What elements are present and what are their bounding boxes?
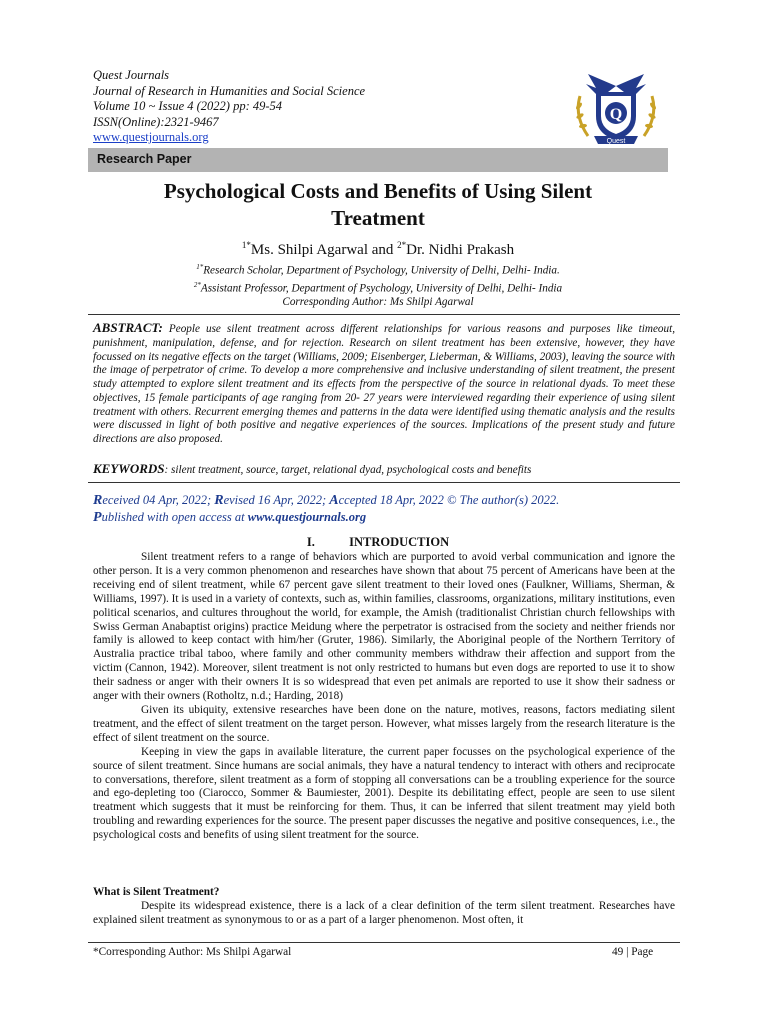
- journal-header: [93, 68, 365, 146]
- author2-sup: 2*: [397, 240, 407, 250]
- authors-line: [88, 240, 668, 259]
- section-title: INTRODUCTION: [349, 535, 450, 549]
- keywords: [93, 461, 675, 477]
- paragraph: Silent treatment refers to a range of behaviors which are purported to avoid verbal communication and ignore the other person. It is a very common phenomenon and researches have shown that about 75 percent of Americans have been at the receiving end of silent treatment, while 67 percent gave silent treatment to their loved ones (Faulkner, Williams, Sherman, & Williams, 1997). It is used in a variety of contexts, such as, within families, classrooms, organizations, military institutions, even political scenarios, and cultures throughout the world, for example, the Amish (traditionalist Christian church fellowships with Swiss German Anabaptist origins) practice Meidung where the perpetrator is ostracised from the society and neither friends nor family is allowed to keep contact with him/her (Gruter, 1986). Similarly, the Aboriginal people of the Northern Territory of Australia practice tribal taboo, where family and other community members withdraw their affection and support from the victim (Cannon, 1942). Moreover, silent treatment is not only restricted to humans but even dogs are reported to use it to show their sadness or anger with their owners It is so widespread that even pet animals are reported to use it show their sadness or anger with their owners (Rotholtz, n.d.; Harding, 2018): [93, 551, 675, 703]
- author1: Ms. Shilpi Agarwal and: [250, 242, 398, 258]
- research-paper-band: [88, 148, 668, 172]
- subsection-title: What is Silent Treatment?: [93, 886, 220, 898]
- band-label: Research Paper: [97, 152, 192, 166]
- received-info: [93, 492, 675, 526]
- keywords-label: KEYWORDS: [93, 461, 165, 476]
- author2: Dr. Nidhi Prakash: [406, 242, 515, 258]
- received-line: Received 04 Apr, 2022; Revised 16 Apr, 2022; Accepted 18 Apr, 2022 © The author(s) 2022.: [93, 493, 560, 508]
- section-number: I.: [306, 535, 315, 549]
- abstract: [93, 321, 675, 447]
- paragraph: Keeping in view the gaps in available literature, the current paper focusses on the psychological experience of the source of silent treatment. Since humans are social animals, they have a natural tendency to interact with others and reciprocate to conversations, therefore, silent treatment as a form of stopping all conversations can be a troubling experience for the source and ego-depleting too (Ciarocco, Sommer & Baumiester, 2001). Despite its debilitating effect, people are seen to use silent treatment which suggests that it must be reinforcing for them. Thus, it can be inferred that silent treatment may yield both troubling and rewarding experiences for the source. The present paper discusses the negative and positive consequences, i.e., the psychological costs and benefits of using silent treatment for the source.: [93, 745, 675, 842]
- journal-name: Quest Journals: [93, 68, 170, 82]
- affiliations: [88, 260, 668, 309]
- affiliation-1: $^{1*}$Research Scholar, Department of Psychology, University of Delhi, Delhi- India.: [196, 263, 560, 277]
- abstract-label: ABSTRACT:: [93, 320, 163, 335]
- journal-issn: ISSN(Online):2321-9467: [93, 114, 219, 129]
- footer-page-number: 49 | Page: [612, 946, 654, 958]
- paragraph: Despite its widespread existence, there is a lack of a clear definition of the term silent treatment. Researches have explained silent treatment as synonymous to or as a part of a larger phenomenon. Most often, it: [93, 900, 675, 926]
- abstract-bottom-rule: [88, 482, 680, 483]
- abstract-top-rule: [88, 314, 680, 315]
- journal-url-link[interactable]: www.questjournals.org: [93, 130, 209, 145]
- author1-sup: 1*: [241, 240, 251, 250]
- journal-volume: Volume 10 ~ Issue 4 (2022) pp: 49-54: [93, 99, 283, 114]
- svg-text:Q: Q: [609, 106, 623, 123]
- published-line: Published with open access at www.questjournals.org: [93, 510, 367, 525]
- subsection-body: [93, 900, 675, 928]
- quest-logo: [566, 66, 666, 148]
- paper-title: [88, 178, 668, 232]
- keywords-text: : silent treatment, source, target, relational dyad, psychological costs and benefits: [164, 464, 532, 476]
- paragraph: Given its ubiquity, extensive researches have been done on the nature, motives, reasons, factors mediating silent treatment, and the effect of silent treatment on the target person. However, what misses largely from the research literature is the effect of silent treatment on the source.: [93, 703, 675, 744]
- corresponding-author: Corresponding Author: Ms Shilpi Agarwal: [282, 296, 474, 309]
- published-url-link[interactable]: www.questjournals.org: [247, 510, 367, 524]
- abstract-text: People use silent treatment across different relationships for various reasons and purposes like timeout, punishment, manipulation, defense, and for rejection. Research on silent treatment has been extensive, however, they have focussed on its negative effects on the target (Williams, 2009; Eisenberger, Lieberman, & Williams, 2003), leaving the source with the image of perpetrator of crime. To develop a more comprehensive and inclusive understanding of silent treatment, the present study attempted to explore silent treatment and its effects from the perspective of the source in relational dyads. To meet these objectives, 15 female participants of age ranging from 20- 27 years were interviewed regarding their experience of using silent treatment with others. Recurrent emerging themes and patterns in the data were identified using thematic analysis and the results were discussed in light of both positive and negative experiences of the sources. Implications of the present study and future directions are also proposed.: [93, 323, 676, 445]
- journal-full-name: Journal of Research in Humanities and Social Science: [93, 83, 366, 98]
- section-heading: [88, 535, 668, 550]
- svg-text:Quest: Quest: [606, 138, 626, 145]
- introduction-body: [93, 551, 675, 843]
- affiliation-2: $^{2*}$Assistant Professor, Department of Psychology, University of Delhi, Delhi- India: [193, 280, 563, 295]
- footer-corresponding-author: *Corresponding Author: Ms Shilpi Agarwal: [93, 946, 292, 958]
- title-line-2: Treatment: [331, 206, 425, 230]
- footer-rule: [88, 942, 680, 943]
- title-line-1: Psychological Costs and Benefits of Using Silent: [163, 179, 593, 203]
